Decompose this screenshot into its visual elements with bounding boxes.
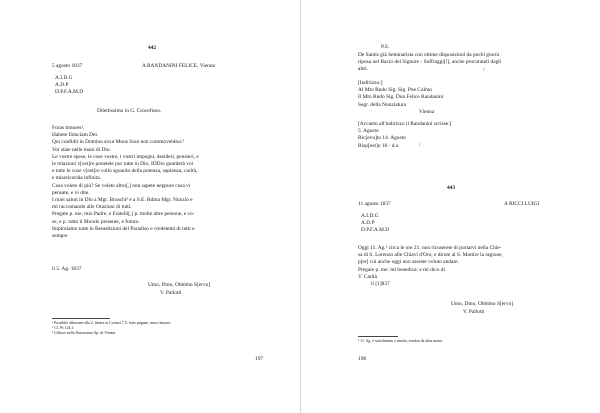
- note-mark: /: [419, 142, 421, 148]
- body-line: Voi state nelle mani di Dio.: [52, 146, 111, 153]
- closing-formula: Umo, Dmo, Obblmo S[ervo]: [148, 282, 211, 288]
- address-line: Al Mto Rndo Sig. Sig. Pne Colmo: [358, 87, 432, 94]
- letter-date: 11 agosto 1837: [358, 201, 391, 207]
- archival-note: [358, 121, 451, 150]
- body-line: Imploriamo tutte le Benedizioni del Paradiso e credetemi di tutti e: [52, 225, 195, 232]
- body-line: sempre: [52, 233, 68, 240]
- letter-recipient: A RICCI LUIGI: [504, 201, 540, 207]
- letter-recipient: A RANDANINI FELICE, Vienna: [142, 63, 215, 69]
- ps-label: P.S.: [381, 44, 390, 50]
- footnote-rule: [52, 318, 110, 319]
- invocation-line: A.I.D.G: [361, 213, 379, 219]
- letter-body: [52, 125, 199, 240]
- body-line: mi raccomando alle Orazioni di tutti.: [52, 204, 132, 211]
- body-line: Pregate p. me, mio Padre, e Fratelli[,] p. molte altre persone, e co-: [52, 211, 195, 218]
- footnote: ¹ Possibile allusione alla 2. lettera ai Corinzi 7,5: foris pugnae, intus timores.: [52, 321, 172, 325]
- note-line: Risp[ost]o 18 - d.o: [358, 142, 399, 149]
- body-line: le relazioni v[ost]re ponetele pur tutte in Dio, IDDio guarderà voi: [52, 161, 194, 168]
- body-line: Oggi 11. Ag.¹ circa le ore 21. non ricuserete di portarvi nella Chie-: [358, 245, 502, 251]
- body-line: Pregate p. me: mi benedica: e mi dico di: [358, 266, 445, 273]
- invocation-block: [55, 75, 83, 97]
- right-page: [300, 0, 600, 413]
- letter-number: 442: [148, 45, 157, 51]
- closing-date: li 5. Ag. 1837: [52, 266, 82, 272]
- letter-number: 443: [447, 185, 456, 191]
- invocation-line: A.I.D.G: [55, 75, 73, 81]
- salutation: Dilettissimo in G. Crocefisso.: [97, 108, 162, 114]
- body-line: V. Carità: [358, 273, 378, 280]
- body-line: e misericordia infinita.: [52, 175, 101, 182]
- address-block: [358, 80, 443, 109]
- body-line: se, e p. tutto il Mondo presente, e futuro.: [52, 218, 140, 225]
- note-line: [Accanto all'indirizzo il Randanini scrisse:]: [358, 121, 452, 127]
- letter-date: 5 agosto 1837: [52, 63, 83, 69]
- footnote: ¹ 11. Ag. è sottolineato a matita, sembra da altra mano.: [358, 339, 443, 343]
- body-line: Habete fiduciam Dei.: [52, 132, 99, 139]
- address-line: Segr. della Nunziatura: [358, 101, 407, 108]
- ps-mark: /: [483, 67, 485, 73]
- invocation-line: D.P.F.A.M.D: [55, 89, 84, 96]
- signature: V. Pallotti: [463, 309, 485, 315]
- footnote: ² Cf. Ps 124,1.: [52, 326, 75, 331]
- body-line: Qui confidit in Domino sicut Mons Sion non commovebitur.²: [52, 139, 185, 146]
- ps-text: [358, 52, 501, 74]
- invocation-line: A.D.P: [361, 220, 375, 227]
- body-line: p[er] cui anche oggi non sareste voluto andare.: [358, 259, 459, 266]
- address-line: Il Mto Rndo Sig. Don Felice Randanini: [358, 94, 444, 101]
- body-line: I miei saluti in Dio a Mgr. Bruschi³ e a S.E. Rdma Mgr. Nunzio e: [52, 197, 193, 204]
- invocation-line: D.P.F.A.M.D: [361, 227, 390, 234]
- body-line: e tutte le cose v[ost]re collo sguardo della potenza, sapienza, carità,: [52, 168, 198, 175]
- closing-date: li [1]837: [371, 281, 390, 287]
- page-number: 198: [358, 356, 367, 362]
- body-line: Foras timores¹.: [52, 125, 85, 131]
- footnotes: [52, 321, 171, 337]
- footnote: ³ Uditore nella Nunziatura Ap. di Vienna: [52, 331, 116, 336]
- body-line: Le vostre spese, le cose vostre, i vostri impegni, desideri, pensieri, e: [52, 153, 199, 160]
- address-line: [Indirizzo:]: [358, 80, 383, 86]
- note-line: 5. Agosto: [358, 128, 379, 135]
- invocation-block: [361, 213, 389, 235]
- ps-line: De Santis già Seminarista con ottime disposizioni da pochi giorni: [358, 52, 500, 58]
- signature: V. Pallotti: [160, 290, 182, 296]
- invocation-line: A.D.P: [55, 82, 69, 89]
- closing-formula: Umo, Dmo, Obblmo S[ervo]: [451, 301, 514, 307]
- ps-line: altri.: [358, 66, 369, 73]
- body-line: pensate, e vi dite.: [52, 189, 90, 196]
- note-line: Ric[evu]to 14. Agosto: [358, 135, 406, 142]
- body-line: sa di S. Lorenzo alle Chiavi d'Oro, e dirote al S. Martire la ragione,: [358, 252, 503, 259]
- body-line: Cosa volete di più? Se volete altro[,] non sapete neppure cosa vi: [52, 182, 191, 189]
- footnote-rule: [358, 336, 398, 337]
- page-number: 197: [255, 356, 264, 362]
- address-city: Vienna: [419, 109, 435, 115]
- letter-body: [358, 245, 503, 281]
- ps-line: riposa nel Bacio del Signore - Suffraggi[!], anche procurateli dagli: [358, 59, 502, 66]
